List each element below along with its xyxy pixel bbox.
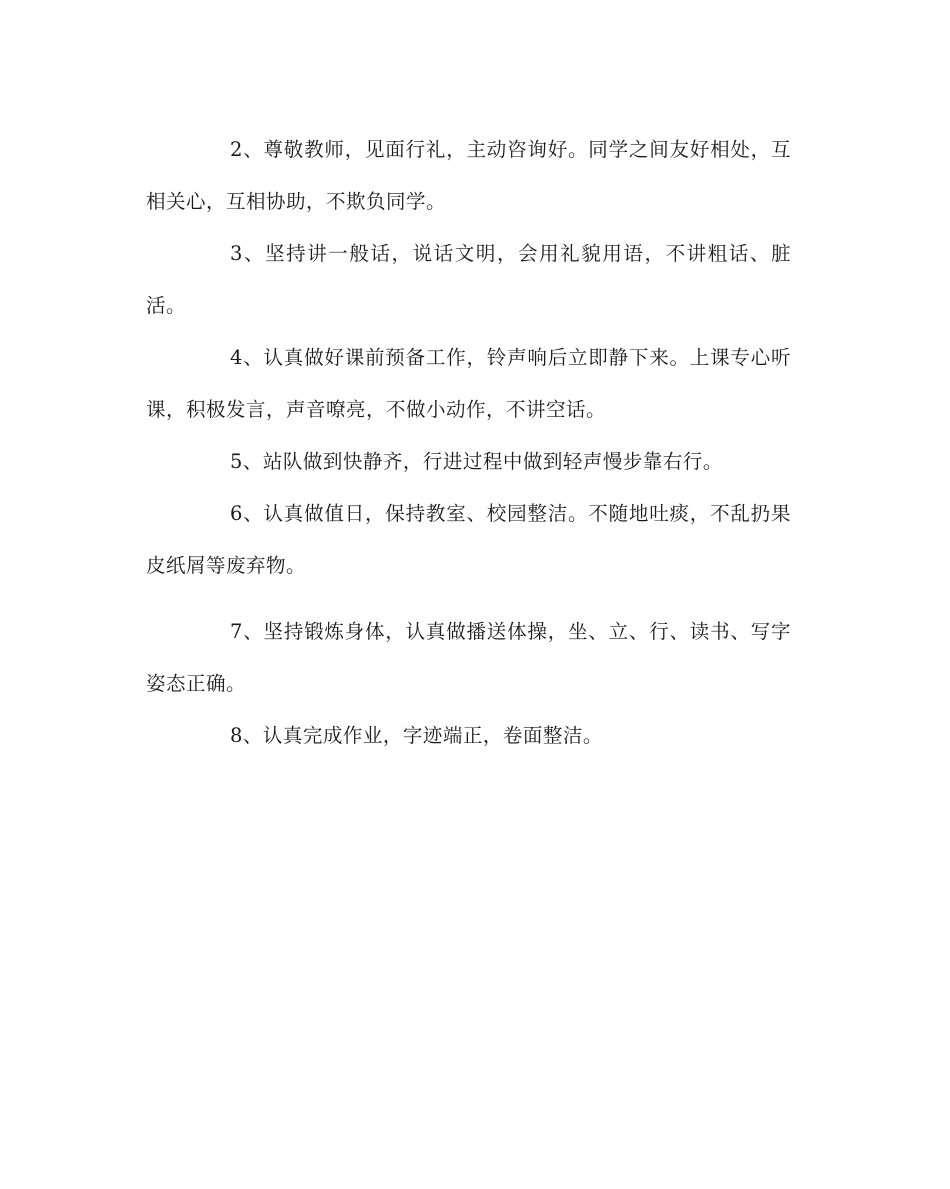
rule-paragraph-8: 8、认真完成作业，字迹端正，卷面整洁。: [230, 724, 603, 747]
rule-paragraph-6: 6、认真做值日，保持教室、校园整洁。不随地吐痰，不乱扔果皮纸屑等废弃物。: [146, 502, 791, 577]
rule-paragraph-7: 7、坚持锻炼身体，认真做播送体操，坐、立、行、读书、写字姿态正确。: [146, 620, 791, 695]
rule-paragraph-3: 3、坚持讲一般话，说话文明，会用礼貌用语，不讲粗话、脏活。: [146, 242, 791, 317]
rule-paragraph-2: 2、尊敬教师，见面行礼，主动咨询好。同学之间友好相处，互相关心，互相协助，不欺负同学。: [146, 138, 791, 213]
document-body: [146, 124, 791, 762]
rule-paragraph-4: 4、认真做好课前预备工作，铃声响后立即静下来。上课专心听课，积极发言，声音嘹亮，不做小动作，不讲空话。: [146, 346, 791, 421]
rule-paragraph-5: 5、站队做到快静齐，行进过程中做到轻声慢步靠右行。: [230, 450, 723, 473]
